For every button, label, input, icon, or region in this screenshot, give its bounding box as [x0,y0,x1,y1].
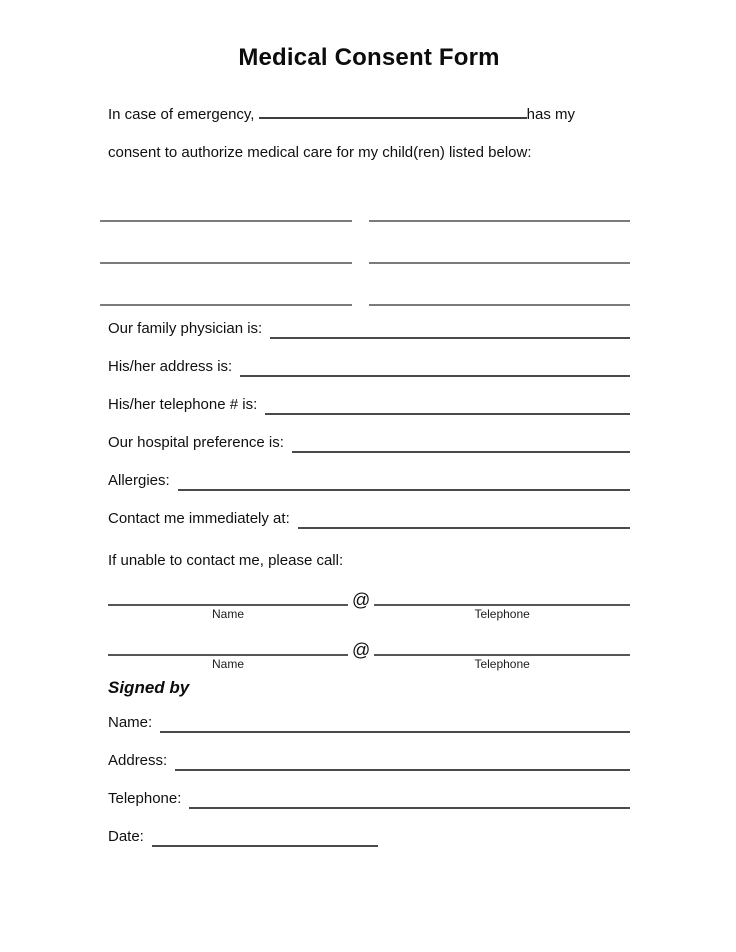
name-sublabel: Name [211,657,244,671]
telephone-sublabel: Telephone [474,607,530,621]
contact-row-2 [108,638,630,672]
child-name-blank[interactable] [100,304,352,306]
field-row-contact-immediately [108,500,630,538]
child-row [100,180,630,222]
signature-field-row-date [108,818,630,856]
child-row [100,264,630,306]
unable-to-contact-text: If unable to contact me, please call: [108,552,344,569]
contact-name-input-line[interactable] [108,588,348,606]
field-label: Contact me immediately at: [108,510,290,527]
field-label: Name: [108,714,153,731]
child-info-blank[interactable] [369,262,630,264]
field-label: Date: [108,828,144,845]
signature-field-row-telephone [108,780,630,818]
family-physician-input-line[interactable] [270,337,630,339]
signature-section [108,704,630,856]
child-info-blank[interactable] [369,220,630,222]
field-row-allergies [108,462,630,500]
intro-paragraph [108,96,630,172]
hospital-preference-input-line[interactable] [292,451,630,453]
at-symbol: @ [352,640,371,660]
telephone-sublabel: Telephone [474,657,530,671]
field-label: Allergies: [108,472,170,489]
contact-phone-input-line[interactable] [374,638,630,656]
allergies-input-line[interactable] [178,489,630,491]
contact-phone-input-line[interactable] [374,588,630,606]
field-row-hospital-preference [108,424,630,462]
emergency-contact-name-blank[interactable] [259,117,527,119]
child-row [100,222,630,264]
physician-info-section [108,310,630,538]
contact-phone-col [374,588,630,622]
field-row-family-physician [108,310,630,348]
intro-line1 [108,96,630,134]
intro-line2: consent to authorize medical care for my child(ren) listed below: [108,144,532,161]
contact-row-1 [108,588,630,622]
field-label: Telephone: [108,790,182,807]
physician-telephone-input-line[interactable] [265,413,630,415]
signature-field-row-address [108,742,630,780]
signer-telephone-input-line[interactable] [189,807,630,809]
signer-name-input-line[interactable] [160,731,630,733]
field-label: Our hospital preference is: [108,434,284,451]
field-row-physician-telephone [108,386,630,424]
physician-address-input-line[interactable] [240,375,630,377]
contact-name-input-line[interactable] [108,638,348,656]
contact-name-col [108,638,348,672]
alternate-contacts-section [108,588,630,672]
child-name-blank[interactable] [100,262,352,264]
field-label: Our family physician is: [108,320,263,337]
signer-address-input-line[interactable] [175,769,630,771]
signed-by-heading: Signed by [108,678,190,697]
signature-field-row-name [108,704,630,742]
child-name-blank[interactable] [100,220,352,222]
field-label: His/her address is: [108,358,233,375]
at-symbol: @ [352,590,371,610]
date-input-line[interactable] [152,845,378,847]
field-label: Address: [108,752,168,769]
name-sublabel: Name [211,607,244,621]
form-title: Medical Consent Form [238,44,500,71]
contact-immediately-input-line[interactable] [298,527,630,529]
child-info-blank[interactable] [369,304,630,306]
field-row-physician-address [108,348,630,386]
children-list [100,180,630,306]
intro-text-before: In case of emergency, [108,106,255,123]
contact-phone-col [374,638,630,672]
intro-text-after: has my [526,106,575,123]
contact-name-col [108,588,348,622]
field-label: His/her telephone # is: [108,396,258,413]
